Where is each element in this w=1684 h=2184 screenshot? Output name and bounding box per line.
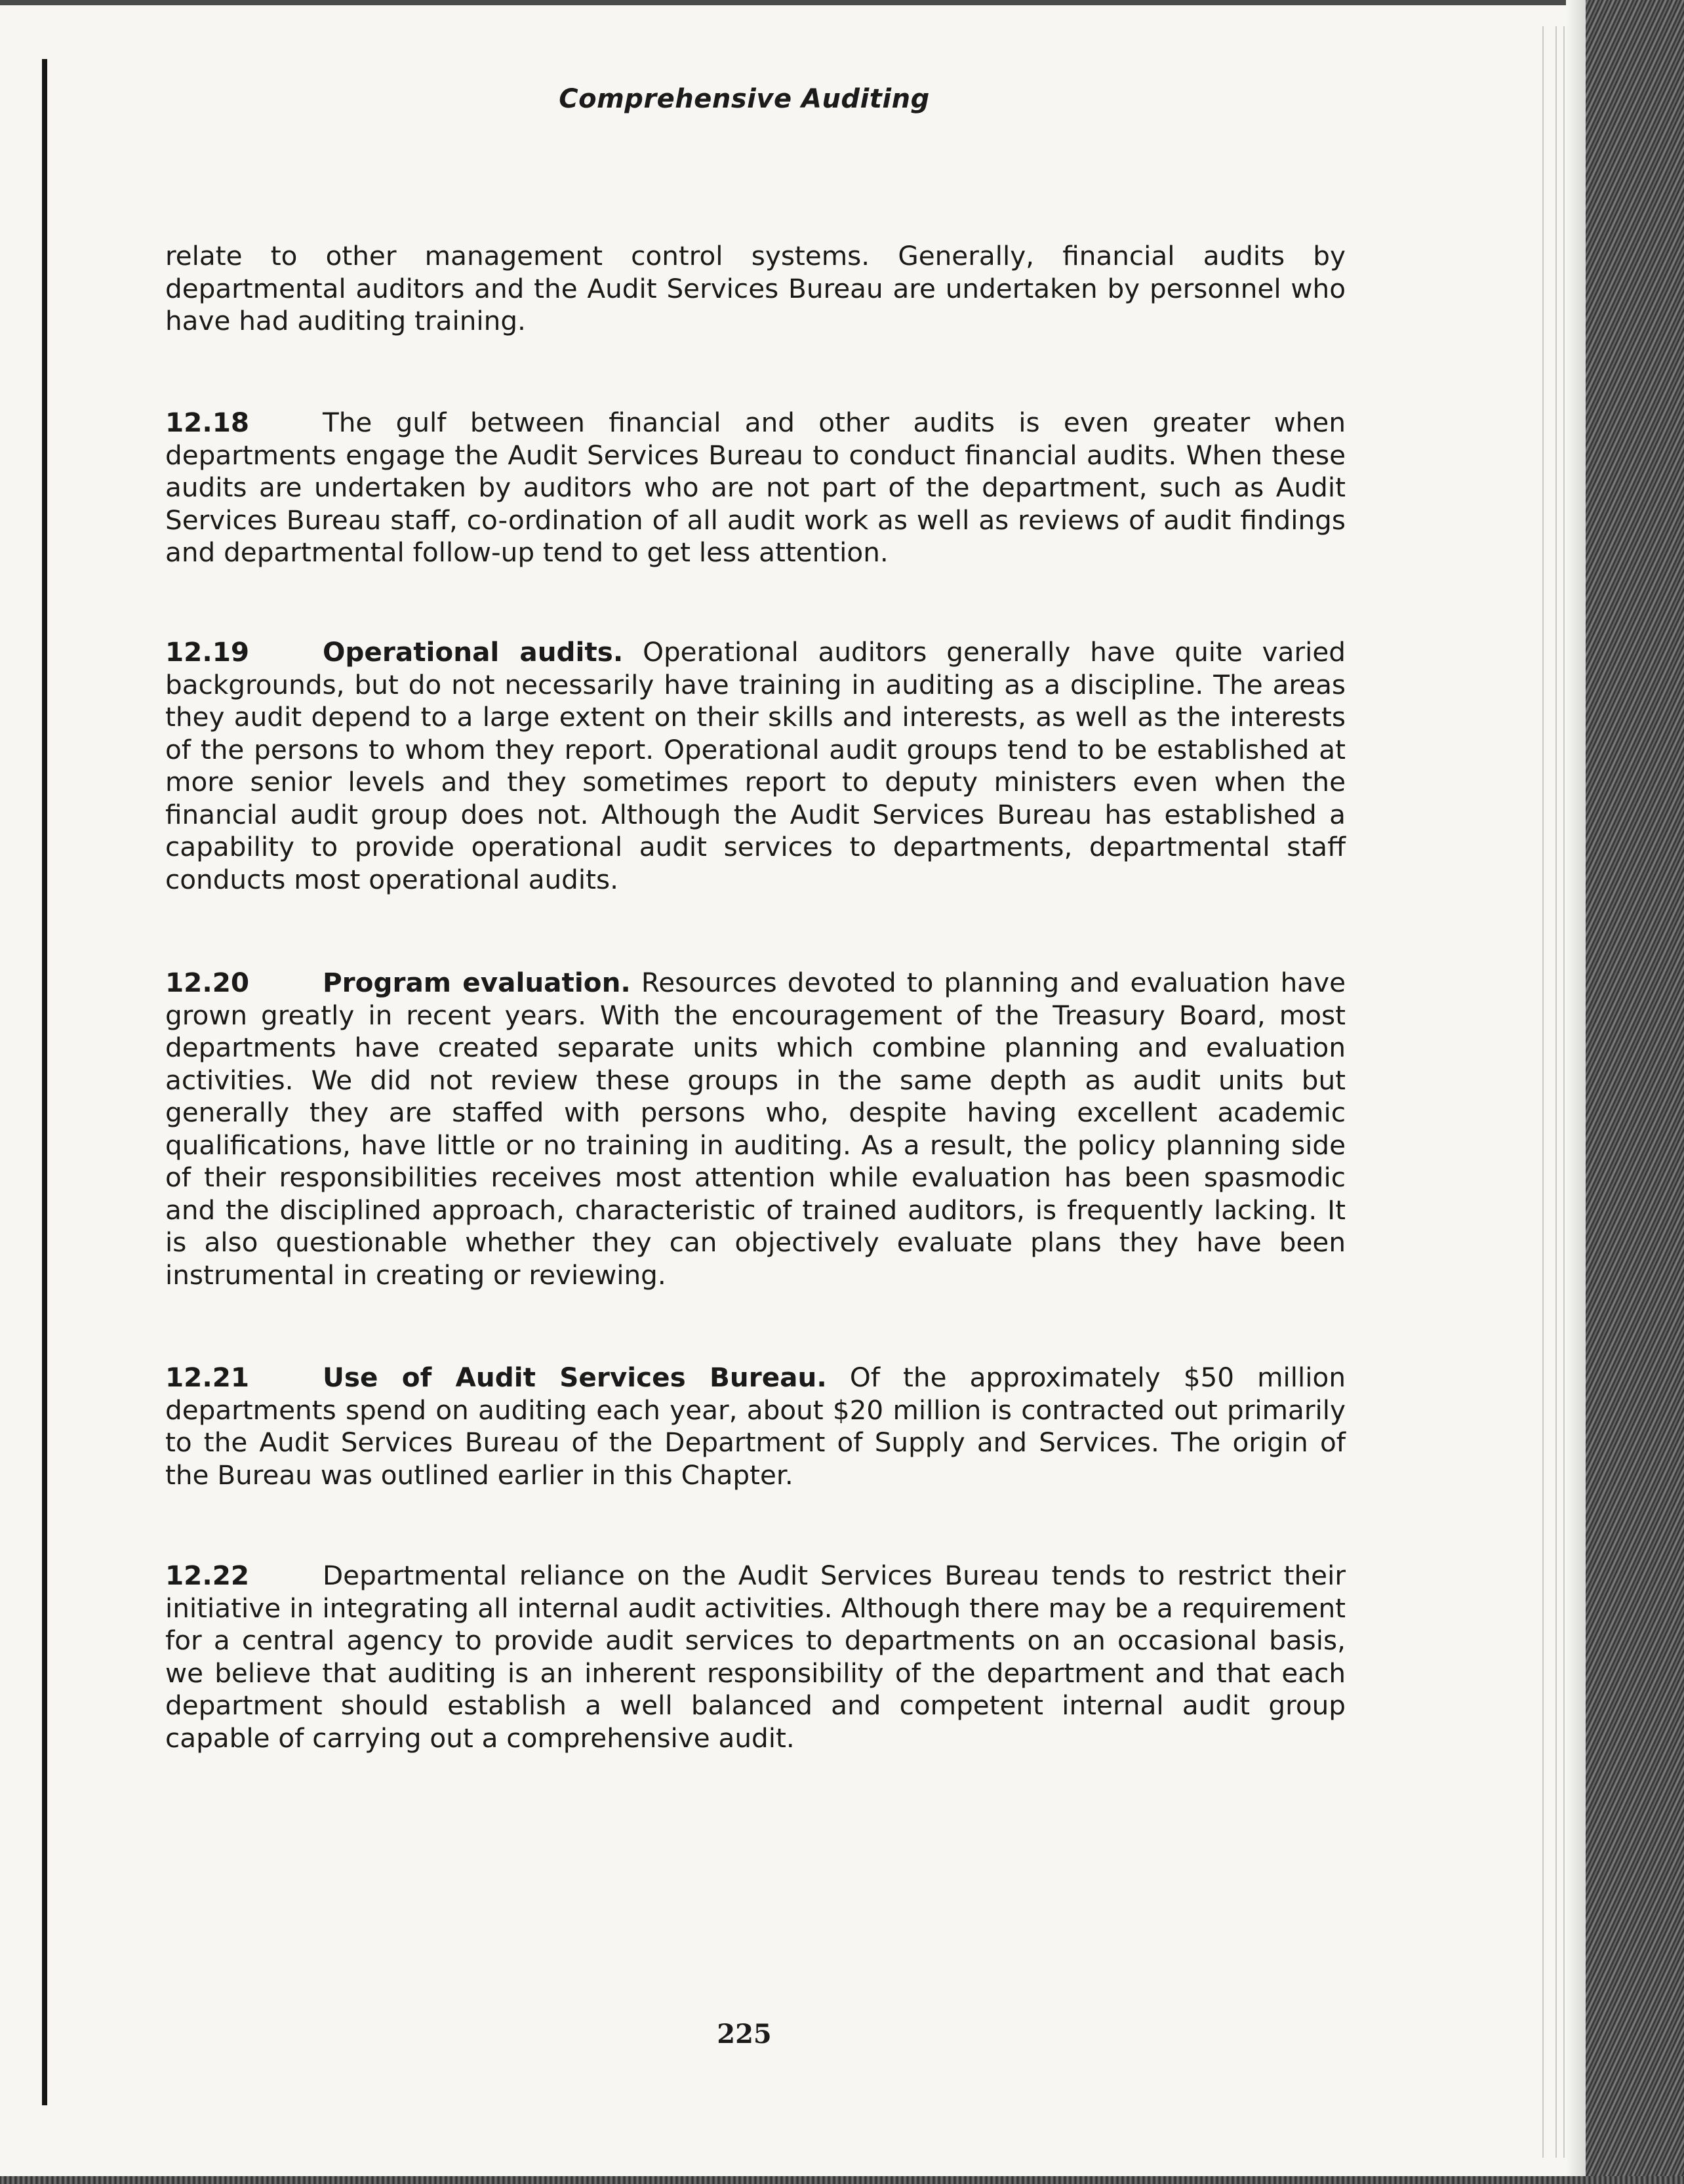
paragraph-number: 12.20 (165, 967, 250, 998)
paragraph-text: The gulf between financial and other audits is even greater when departments engage the Audit Services Bureau to conduct financial audits. When these audits are undertaken by auditors who are not part of the department, such as Audit Services Bureau staff, co-ordination of all audit work as well as reviews of audit findings and departmental follow-up tend to get less attention. (165, 407, 1346, 568)
running-title: Comprehensive Auditing (559, 84, 930, 114)
scan-left-edge (42, 59, 47, 2105)
paragraph-text: Of the approximately $50 million departments spend on auditing each year, about $20 million is contracted out primarily to the Audit Services Bureau of the Department of Supply and Services. The origin of the Bureau was outlined earlier in this Chapter. (165, 1362, 1346, 1491)
scan-bottom-edge (0, 2176, 1684, 2184)
paragraph-number: 12.18 (165, 407, 250, 438)
paragraph-heading: Program evaluation. (323, 967, 631, 998)
paragraph-12-22 (165, 1560, 1346, 1754)
paragraph-text: relate to other management control systems. Generally, financial audits by departmental auditors and the Audit Services Bureau are undertaken by personnel who have had auditing training. (165, 240, 1346, 336)
binding-shadow (1566, 0, 1586, 2184)
paragraph-text: Operational auditors generally have quite varied backgrounds, but do not necessarily have training in auditing as a discipline. The areas they audit depend to a large extent on their skills and interests, as well as the interests of the persons to whom they report. Operational audit groups tend to be established at more senior levels and they sometimes report to deputy ministers even when the financial audit group does not. Although the Audit Services Bureau has established a capability to provide operational audit services to departments, departmental staff conducts most operational audits. (165, 636, 1346, 895)
paragraph-heading: Operational audits. (323, 636, 624, 668)
scan-top-edge (0, 0, 1684, 5)
paragraph-12-18 (165, 407, 1346, 569)
page-curl-line (1555, 26, 1557, 2158)
paragraph-12-20 (165, 967, 1346, 1291)
paragraph-text: Resources devoted to planning and evaluation have grown greatly in recent years. With the encouragement of the Treasury Board, most departments have created separate units which combine planning and evaluation activities. We did not review these groups in the same depth as audit units but generally they are staffed with persons who, despite having excellent academic qualifications, have little or no training in auditing. As a result, the policy planning side of their responsibilities receives most attention while evaluation has been spasmodic and the disciplined approach, characteristic of trained auditors, is frequently lacking. It is also questionable whether they can objectively evaluate plans they have been instrumental in creating or reviewing. (165, 967, 1346, 1291)
page-number: 225 (717, 2019, 772, 2050)
scan-right-edge (1586, 0, 1684, 2184)
paragraph-text: Departmental reliance on the Audit Services Bureau tends to restrict their initiative in integrating all internal audit activities. Although there may be a requirement for a central agency to provide audit services to departments on an occasional basis, we believe that auditing is an inherent responsibility of the department and that each department should establish a well balanced and competent internal audit group capable of carrying out a comprehensive audit. (165, 1560, 1346, 1754)
paragraph-number: 12.19 (165, 636, 250, 668)
paragraph-number: 12.22 (165, 1560, 250, 1591)
page-curl-line (1542, 26, 1544, 2158)
continuation-paragraph (165, 240, 1346, 338)
paragraph-12-21 (165, 1362, 1346, 1491)
paragraph-heading: Use of Audit Services Bureau. (323, 1362, 827, 1393)
page-curl-line (1563, 26, 1565, 2158)
paragraph-12-19 (165, 636, 1346, 896)
paragraph-number: 12.21 (165, 1362, 250, 1393)
